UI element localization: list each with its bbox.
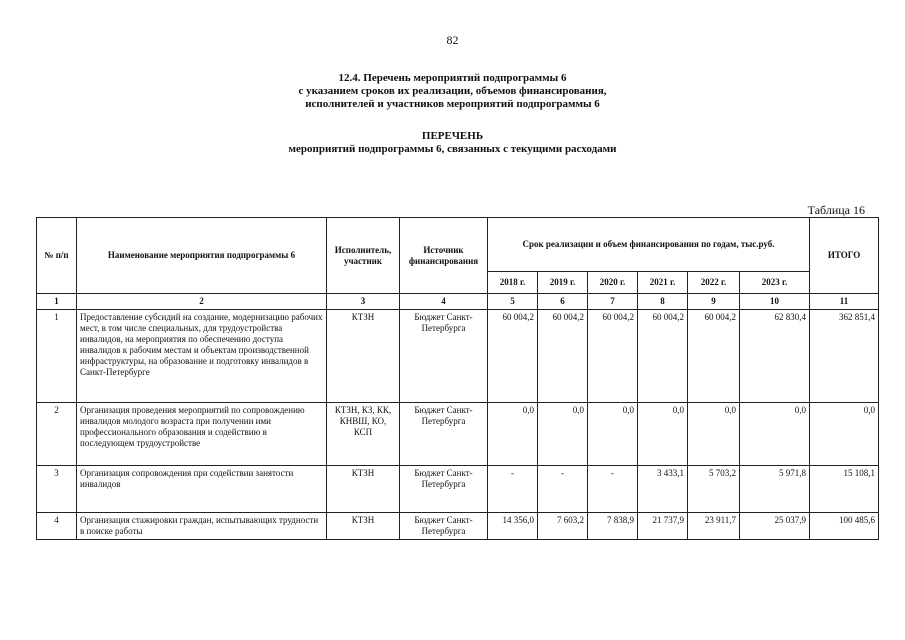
list-heading-line-2: мероприятий подпрограммы 6, связанных с текущими расходами	[288, 143, 617, 155]
column-number: 5	[488, 294, 538, 310]
table-row	[37, 466, 879, 513]
row-executor: КТЗН	[327, 513, 400, 540]
table-row	[37, 310, 879, 403]
column-number: 10	[740, 294, 810, 310]
row-name: Предоставление субсидий на создание, модернизацию рабочих мест, в том числе специальных, для трудоустройства инвалидов, на мероприятия по обеспечению доступа инвалидов к рабочим местам и объектам производственной инфраструктуры, на образование и подготовку инвалидов в Санкт-Петербурге	[77, 310, 327, 403]
header-total: ИТОГО	[810, 218, 879, 294]
row-executor: КТЗН	[327, 466, 400, 513]
header-year-2022: 2022 г.	[688, 272, 740, 294]
row-num: 2	[37, 403, 77, 466]
row-value-2020: 0,0	[588, 403, 638, 466]
header-source: Источник финансирования	[400, 218, 488, 294]
row-total: 15 108,1	[810, 466, 879, 513]
row-value-2019: -	[538, 466, 588, 513]
header-year-2019: 2019 г.	[538, 272, 588, 294]
row-value-2021: 0,0	[638, 403, 688, 466]
row-value-2022: 0,0	[688, 403, 740, 466]
row-value-2018: -	[488, 466, 538, 513]
row-value-2023: 0,0	[740, 403, 810, 466]
row-value-2023: 25 037,9	[740, 513, 810, 540]
header-year-2020: 2020 г.	[588, 272, 638, 294]
row-value-2021: 21 737,9	[638, 513, 688, 540]
row-executor: КТЗН	[327, 310, 400, 403]
row-name: Организация стажировки граждан, испытывающих трудности в поиске работы	[77, 513, 327, 540]
measures-table	[36, 217, 879, 540]
list-heading	[0, 130, 905, 156]
header-year-2021: 2021 г.	[638, 272, 688, 294]
header-year-2018: 2018 г.	[488, 272, 538, 294]
row-source: Бюджет Санкт-Петербурга	[400, 403, 488, 466]
row-value-2020: -	[588, 466, 638, 513]
row-value-2019: 60 004,2	[538, 310, 588, 403]
row-value-2022: 60 004,2	[688, 310, 740, 403]
column-number: 3	[327, 294, 400, 310]
column-number-row	[37, 294, 879, 310]
row-value-2021: 60 004,2	[638, 310, 688, 403]
row-total: 0,0	[810, 403, 879, 466]
column-number: 2	[77, 294, 327, 310]
row-num: 4	[37, 513, 77, 540]
row-value-2018: 14 356,0	[488, 513, 538, 540]
row-value-2018: 60 004,2	[488, 310, 538, 403]
row-value-2023: 62 830,4	[740, 310, 810, 403]
row-source: Бюджет Санкт-Петербурга	[400, 513, 488, 540]
row-name: Организация сопровождения при содействии занятости инвалидов	[77, 466, 327, 513]
column-number: 6	[538, 294, 588, 310]
list-heading-line-1: ПЕРЕЧЕНЬ	[421, 130, 484, 142]
row-value-2019: 0,0	[538, 403, 588, 466]
header-num: № п/п	[37, 218, 77, 294]
column-number: 1	[37, 294, 77, 310]
row-total: 100 485,6	[810, 513, 879, 540]
column-number: 9	[688, 294, 740, 310]
row-value-2020: 7 838,9	[588, 513, 638, 540]
row-name: Организация проведения мероприятий по сопровождению инвалидов молодого возраста при получении ими профессионального образования и содействию в последующем трудоустройстве	[77, 403, 327, 466]
row-source: Бюджет Санкт-Петербурга	[400, 466, 488, 513]
section-heading-line-2: с указанием сроков их реализации, объемов финансирования,	[298, 85, 607, 97]
row-value-2020: 60 004,2	[588, 310, 638, 403]
table-row	[37, 513, 879, 540]
row-value-2019: 7 603,2	[538, 513, 588, 540]
section-heading-line-1: 12.4. Перечень мероприятий подпрограммы 6	[338, 72, 567, 84]
table-row	[37, 403, 879, 466]
page-number: 82	[446, 33, 459, 47]
column-number: 8	[638, 294, 688, 310]
table-caption: Таблица 16	[807, 203, 865, 217]
header-executor: Исполнитель, участник	[327, 218, 400, 294]
row-value-2018: 0,0	[488, 403, 538, 466]
column-number: 4	[400, 294, 488, 310]
row-num: 3	[37, 466, 77, 513]
section-heading	[0, 72, 905, 111]
row-value-2022: 5 703,2	[688, 466, 740, 513]
row-source: Бюджет Санкт-Петербурга	[400, 310, 488, 403]
header-year-2023: 2023 г.	[740, 272, 810, 294]
row-value-2022: 23 911,7	[688, 513, 740, 540]
row-total: 362 851,4	[810, 310, 879, 403]
header-name: Наименование мероприятия подпрограммы 6	[77, 218, 327, 294]
column-number: 11	[810, 294, 879, 310]
row-value-2023: 5 971,8	[740, 466, 810, 513]
section-heading-line-3: исполнителей и участников мероприятий подпрограммы 6	[305, 98, 600, 110]
column-number: 7	[588, 294, 638, 310]
header-period: Срок реализации и объем финансирования по годам, тыс.руб.	[488, 218, 810, 272]
row-value-2021: 3 433,1	[638, 466, 688, 513]
row-executor: КТЗН, КЗ, КК, КНВШ, КО, КСП	[327, 403, 400, 466]
row-num: 1	[37, 310, 77, 403]
